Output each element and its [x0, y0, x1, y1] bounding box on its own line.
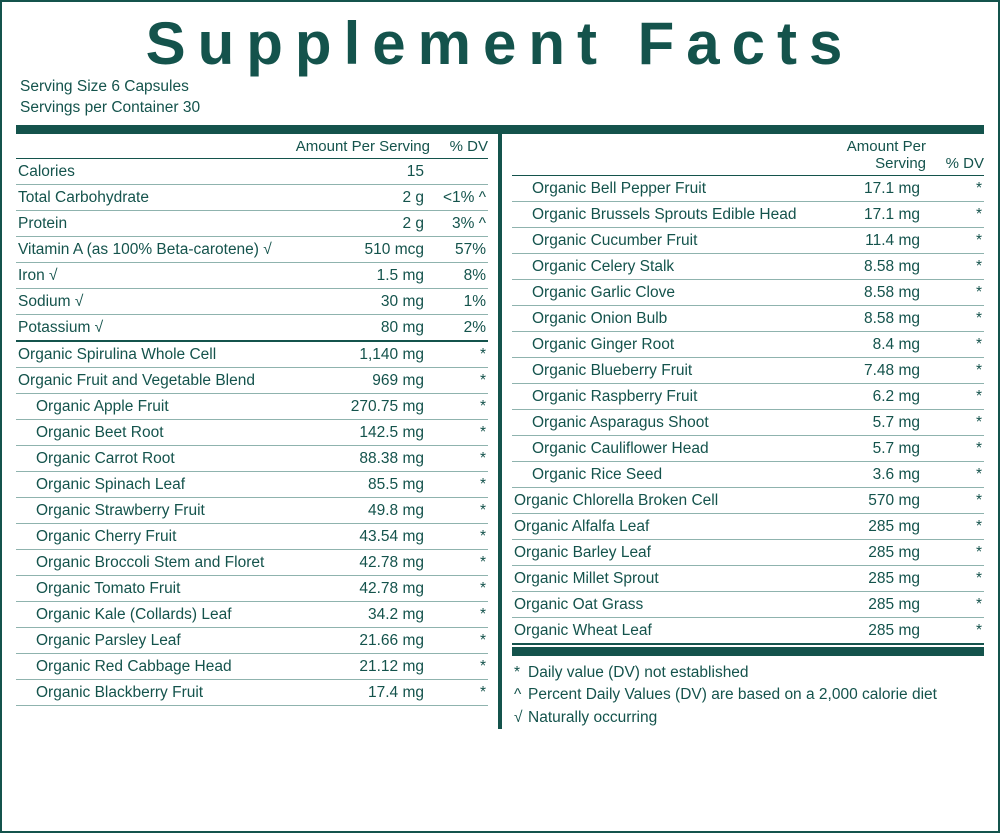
table-row [16, 575, 488, 601]
nutrient-amount: 285 mg [797, 617, 927, 644]
table-row [512, 201, 984, 227]
table-row [512, 279, 984, 305]
nutrient-dv: * [926, 175, 984, 201]
right-nutrient-table [512, 134, 984, 645]
nutrient-name: Organic Blueberry Fruit [512, 357, 797, 383]
nutrient-name: Organic Raspberry Fruit [512, 383, 797, 409]
table-row [16, 262, 488, 288]
footnote-symbol: * [514, 663, 521, 681]
nutrient-dv: * [926, 565, 984, 591]
nutrient-dv: * [430, 627, 488, 653]
nutrient-dv: * [926, 487, 984, 513]
top-thick-rule [16, 125, 984, 134]
nutrient-amount: 80 mg [288, 314, 431, 341]
nutrient-amount: 2 g [288, 184, 431, 210]
nutrient-name: Total Carbohydrate [16, 184, 288, 210]
nutrient-amount: 1.5 mg [288, 262, 431, 288]
nutrient-name: Organic Garlic Clove [512, 279, 797, 305]
right-header-blank [512, 134, 797, 176]
nutrient-dv: * [430, 419, 488, 445]
nutrient-amount: 42.78 mg [288, 549, 431, 575]
nutrient-name: Protein [16, 210, 288, 236]
left-table-body [16, 158, 488, 705]
table-row [512, 513, 984, 539]
nutrient-name: Organic Barley Leaf [512, 539, 797, 565]
nutrient-amount: 21.66 mg [288, 627, 431, 653]
table-row [16, 314, 488, 341]
nutrient-dv: * [430, 341, 488, 368]
table-row [16, 236, 488, 262]
footnote-thick-rule [512, 647, 984, 656]
table-row [512, 487, 984, 513]
nutrient-dv: 2% [430, 314, 488, 341]
table-row [16, 497, 488, 523]
nutrient-name: Organic Rice Seed [512, 461, 797, 487]
right-column [502, 134, 984, 729]
table-row [16, 627, 488, 653]
nutrient-name: Organic Fruit and Vegetable Blend [16, 367, 288, 393]
nutrient-name: Organic Bell Pepper Fruit [512, 175, 797, 201]
nutrient-amount: 8.4 mg [797, 331, 927, 357]
nutrient-amount: 8.58 mg [797, 279, 927, 305]
nutrient-amount: 17.1 mg [797, 201, 927, 227]
nutrient-amount: 510 mcg [288, 236, 431, 262]
table-row [512, 565, 984, 591]
table-row [512, 383, 984, 409]
nutrient-dv: * [926, 591, 984, 617]
nutrient-dv: * [430, 393, 488, 419]
nutrient-amount: 285 mg [797, 565, 927, 591]
table-row [512, 539, 984, 565]
nutrient-name: Organic Broccoli Stem and Floret [16, 549, 288, 575]
nutrient-name: Organic Strawberry Fruit [16, 497, 288, 523]
table-row [16, 601, 488, 627]
nutrient-dv: * [430, 549, 488, 575]
nutrient-amount: 88.38 mg [288, 445, 431, 471]
nutrient-dv: * [926, 461, 984, 487]
nutrient-dv: * [926, 539, 984, 565]
table-row [16, 367, 488, 393]
nutrient-amount: 3.6 mg [797, 461, 927, 487]
left-header-dv: % DV [430, 134, 488, 159]
nutrient-name: Organic Beet Root [16, 419, 288, 445]
nutrient-dv: * [926, 513, 984, 539]
table-row [16, 341, 488, 368]
nutrient-amount: 8.58 mg [797, 305, 927, 331]
nutrient-amount: 85.5 mg [288, 471, 431, 497]
nutrient-name: Organic Asparagus Shoot [512, 409, 797, 435]
nutrient-amount: 42.78 mg [288, 575, 431, 601]
serving-info [16, 77, 984, 123]
table-row [512, 227, 984, 253]
servings-per-container: Servings per Container 30 [20, 98, 201, 116]
nutrient-amount: 8.58 mg [797, 253, 927, 279]
table-row [512, 305, 984, 331]
table-row [512, 409, 984, 435]
nutrient-name: Organic Wheat Leaf [512, 617, 797, 644]
footnote [514, 707, 982, 729]
serving-size: Serving Size 6 Capsules [20, 78, 189, 95]
nutrient-amount: 5.7 mg [797, 409, 927, 435]
footnote-symbol: ^ [514, 686, 522, 704]
nutrient-dv: * [430, 575, 488, 601]
nutrient-name: Organic Kale (Collards) Leaf [16, 601, 288, 627]
nutrient-dv: * [430, 497, 488, 523]
nutrient-name: Organic Brussels Sprouts Edible Head [512, 201, 797, 227]
nutrient-name: Organic Blackberry Fruit [16, 679, 288, 705]
footnote [514, 684, 982, 706]
page-title: Supplement Facts [145, 10, 855, 77]
table-row [16, 445, 488, 471]
table-row [16, 158, 488, 184]
nutrient-dv: * [430, 679, 488, 705]
nutrient-dv: * [430, 653, 488, 679]
nutrient-name: Organic Millet Sprout [512, 565, 797, 591]
nutrient-dv: * [926, 357, 984, 383]
nutrient-name: Organic Apple Fruit [16, 393, 288, 419]
nutrient-dv: * [926, 435, 984, 461]
footnote-symbol: √ [514, 708, 523, 726]
nutrient-amount: 285 mg [797, 591, 927, 617]
table-row [16, 419, 488, 445]
nutrient-name: Iron √ [16, 262, 288, 288]
nutrient-dv: * [430, 471, 488, 497]
footnote-text: Daily value (DV) not established [528, 663, 749, 681]
nutrient-dv: * [926, 617, 984, 644]
nutrient-dv: * [926, 227, 984, 253]
footnote-text: Naturally occurring [528, 708, 658, 726]
footnote-text: Percent Daily Values (DV) are based on a 2,000 calorie diet [528, 686, 937, 704]
table-row [512, 461, 984, 487]
left-nutrient-table [16, 134, 488, 706]
nutrient-amount: 17.1 mg [797, 175, 927, 201]
nutrient-amount: 969 mg [288, 367, 431, 393]
nutrient-dv: * [926, 279, 984, 305]
left-table-header [16, 134, 488, 159]
table-row [512, 591, 984, 617]
table-row [16, 393, 488, 419]
table-row [512, 435, 984, 461]
nutrient-dv: 57% [430, 236, 488, 262]
nutrient-amount: 7.48 mg [797, 357, 927, 383]
nutrient-amount: 34.2 mg [288, 601, 431, 627]
nutrient-amount: 285 mg [797, 513, 927, 539]
nutrient-amount: 15 [288, 158, 431, 184]
table-row [512, 253, 984, 279]
right-header-dv: % DV [926, 134, 984, 176]
nutrient-name: Organic Cherry Fruit [16, 523, 288, 549]
nutrient-dv: * [926, 253, 984, 279]
nutrient-amount: 30 mg [288, 288, 431, 314]
nutrient-amount: 43.54 mg [288, 523, 431, 549]
left-column [16, 134, 498, 729]
nutrient-name: Organic Spinach Leaf [16, 471, 288, 497]
table-row [16, 653, 488, 679]
nutrient-amount: 570 mg [797, 487, 927, 513]
nutrient-amount: 6.2 mg [797, 383, 927, 409]
nutrient-dv: * [430, 523, 488, 549]
table-row [512, 617, 984, 644]
table-row [16, 549, 488, 575]
nutrient-columns [16, 134, 984, 729]
nutrient-dv: * [926, 201, 984, 227]
nutrient-name: Organic Parsley Leaf [16, 627, 288, 653]
nutrient-dv: 3% ^ [430, 210, 488, 236]
nutrient-name: Organic Onion Bulb [512, 305, 797, 331]
nutrient-name: Organic Spirulina Whole Cell [16, 341, 288, 368]
right-table-body [512, 175, 984, 644]
nutrient-amount: 2 g [288, 210, 431, 236]
left-header-blank [16, 134, 288, 159]
nutrient-dv [430, 158, 488, 184]
nutrient-name: Organic Chlorella Broken Cell [512, 487, 797, 513]
nutrient-name: Organic Celery Stalk [512, 253, 797, 279]
table-row [16, 679, 488, 705]
nutrient-dv: * [926, 331, 984, 357]
nutrient-dv: <1% ^ [430, 184, 488, 210]
nutrient-amount: 11.4 mg [797, 227, 927, 253]
nutrient-dv: 1% [430, 288, 488, 314]
nutrient-amount: 5.7 mg [797, 435, 927, 461]
nutrient-amount: 270.75 mg [288, 393, 431, 419]
table-row [512, 357, 984, 383]
footnote [514, 662, 982, 684]
nutrient-dv: * [926, 409, 984, 435]
nutrient-name: Sodium √ [16, 288, 288, 314]
nutrient-amount: 142.5 mg [288, 419, 431, 445]
nutrient-name: Organic Cucumber Fruit [512, 227, 797, 253]
nutrient-dv: * [430, 445, 488, 471]
nutrient-dv: * [430, 601, 488, 627]
nutrient-name: Organic Alfalfa Leaf [512, 513, 797, 539]
nutrient-name: Vitamin A (as 100% Beta-carotene) √ [16, 236, 288, 262]
nutrient-dv: * [926, 305, 984, 331]
table-row [16, 288, 488, 314]
table-row [16, 471, 488, 497]
nutrient-dv: 8% [430, 262, 488, 288]
nutrient-name: Potassium √ [16, 314, 288, 341]
nutrient-amount: 17.4 mg [288, 679, 431, 705]
nutrient-name: Calories [16, 158, 288, 184]
table-row [512, 331, 984, 357]
nutrient-name: Organic Ginger Root [512, 331, 797, 357]
nutrient-amount: 49.8 mg [288, 497, 431, 523]
nutrient-amount: 1,140 mg [288, 341, 431, 368]
nutrient-name: Organic Cauliflower Head [512, 435, 797, 461]
right-table-header [512, 134, 984, 176]
nutrient-amount: 21.12 mg [288, 653, 431, 679]
footnotes [512, 656, 984, 729]
nutrient-dv: * [430, 367, 488, 393]
nutrient-name: Organic Tomato Fruit [16, 575, 288, 601]
table-row [16, 184, 488, 210]
table-row [16, 210, 488, 236]
nutrient-name: Organic Oat Grass [512, 591, 797, 617]
nutrient-name: Organic Carrot Root [16, 445, 288, 471]
right-header-amount: Amount Per Serving [797, 134, 927, 176]
left-header-amount: Amount Per Serving [288, 134, 431, 159]
nutrient-amount: 285 mg [797, 539, 927, 565]
table-row [16, 523, 488, 549]
nutrient-name: Organic Red Cabbage Head [16, 653, 288, 679]
nutrient-dv: * [926, 383, 984, 409]
table-row [512, 175, 984, 201]
